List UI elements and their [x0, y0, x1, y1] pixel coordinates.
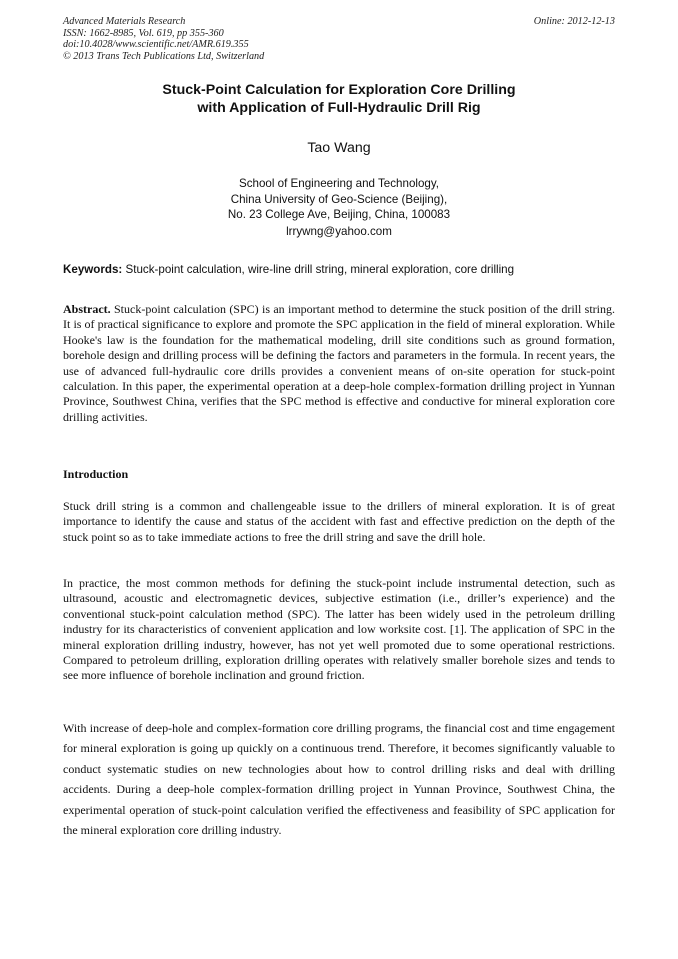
abstract: [63, 302, 615, 425]
online-date: Online: 2012-12-13: [533, 16, 615, 27]
abstract-text: Stuck-point calculation (SPC) is an important method to determine the stuck position of the drill string. It is of practical significance to explore and promote the SPC application in the field of mineral exploration. While Hooke's law is the foundation for the mathematical modeling, drill site conditions such as ground formation, borehole design and drilling process will be defining the factors and parameters in the formula. In recent years, the use of advanced full-hydraulic core drills provides a convenient means of on-site operation for stuck-point calculation. In this paper, the experimental operation at a deep-hole complex-formation drilling project in Yunnan Province, Southwest China, verifies that the SPC method is effective and conductive for mineral exploration core drilling activities.: [63, 302, 615, 424]
intro-paragraph-3: With increase of deep-hole and complex-formation core drilling programs, the financial cost and time engagement for mineral exploration is going up quickly on a continuous trend. Therefore, it becomes significantly valuable to conduct systematic studies on new technologies about how to control drilling risks and deal with drilling accidents. During a deep-hole complex-formation drilling project in Yunnan Province, Southwest China, the experimental operation of stuck-point calculation verified the effectiveness and feasibility of SPC application for the mineral exploration core drilling industry.: [63, 721, 615, 838]
journal-meta: [63, 16, 615, 62]
author-name: Tao Wang: [307, 140, 371, 156]
journal-doi: doi:10.4028/www.scientific.net/AMR.619.355: [63, 39, 249, 50]
journal-name: Advanced Materials Research: [63, 16, 186, 27]
keywords-label: Keywords:: [63, 263, 123, 276]
abstract-label: Abstract.: [63, 302, 111, 316]
affiliation-line-1: School of Engineering and Technology,: [238, 177, 440, 190]
journal-header: [63, 16, 615, 62]
paper-title: [63, 81, 615, 117]
intro-paragraph-2: In practice, the most common methods for defining the stuck-point include instrumental detection, such as ultrasound, acoustic and electromagnetic devices, subjective estimation (i.e., driller’s experience) and the conventional stuck-point calculation method (SPC). The latter has been widely used in the petroleum drilling industry for its characteristics of convenient application and low worksite cost. [1]. The application of SPC in the mineral exploration drilling industry, however, has not yet well promoted due to some operational restrictions. Compared to petroleum drilling, exploration drilling operates with relatively smaller borehole sizes and tends to see more influence of borehole inclination and ground friction.: [63, 576, 615, 683]
introduction-heading: Introduction: [63, 467, 129, 481]
journal-issn: ISSN: 1662-8985, Vol. 619, pp 355-360: [63, 27, 224, 39]
journal-copyright: © 2013 Trans Tech Publications Ltd, Switzerland: [63, 50, 265, 62]
intro-paragraph-1: Stuck drill string is a common and challengeable issue to the drillers of mineral exploration. It is of great importance to identify the cause and status of the accident with fast and effective prediction on the depth of the stuck point so as to take immediate actions to free the drill string and save the drill hole.: [63, 499, 615, 544]
affiliation-line-3: No. 23 College Ave, Beijing, China, 100083: [227, 208, 451, 221]
author-email: lrrywng@yahoo.com: [286, 225, 392, 238]
author-affiliation: [63, 176, 615, 223]
keywords-text: Stuck-point calculation, wire-line drill string, mineral exploration, core drilling: [125, 263, 515, 276]
title-line-2: with Application of Full-Hydraulic Drill Rig: [197, 100, 481, 116]
affiliation-line-2: China University of Geo-Science (Beijing),: [230, 192, 448, 206]
keywords: [63, 262, 615, 278]
title-line-1: Stuck-Point Calculation for Exploration Core Drilling: [162, 82, 516, 98]
